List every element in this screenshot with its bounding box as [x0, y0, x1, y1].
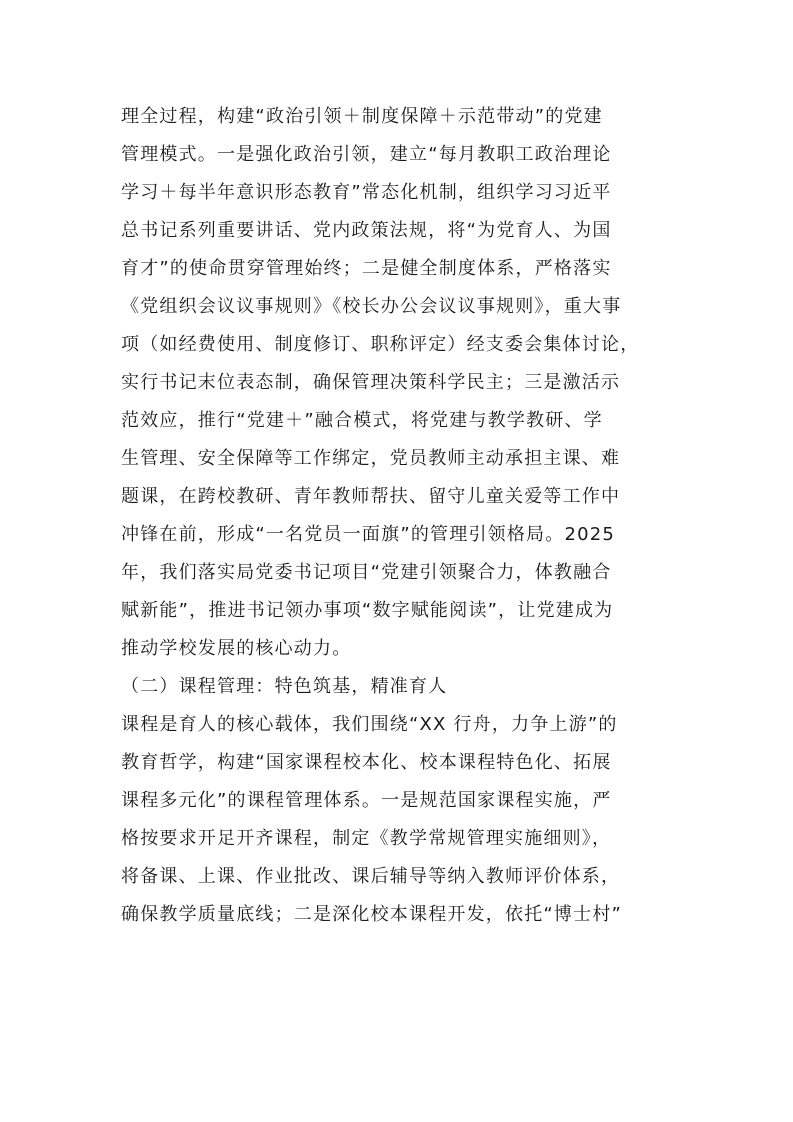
text-line: 赋新能”，推进书记领办事项“数字赋能阅读”，让党建成为	[121, 600, 614, 621]
text-line: 年，我们落实局党委书记项目“党建引领聚合力，体教融合	[121, 562, 612, 583]
text-line: 项（如经费使用、制度修订、职称评定）经支委会集体讨论，	[121, 334, 640, 355]
text-line: 冲锋在前，形成“一名党员一面旗”的管理引领格局。2025	[121, 524, 616, 545]
text-line: 学习＋每半年意识形态教育”常态化机制，组织学习习近平	[121, 182, 612, 203]
text-line: 管理模式。一是强化政治引领，建立“每月教职工政治理论	[121, 144, 612, 165]
text-line: 《党组织会议议事规则》《校长办公会议议事规则》，重大事	[121, 296, 622, 317]
text-line: 总书记系列重要讲话、党内政策法规，将“为党育人、为国	[121, 220, 612, 241]
text-line: 推动学校发展的核心动力。	[121, 638, 352, 659]
text-line: 育才”的使命贯穿管理始终；二是健全制度体系，严格落实	[121, 258, 612, 279]
text-line: 格按要求开足开齐课程，制定《教学常规管理实施细则》，	[121, 828, 612, 849]
text-line: 课程多元化”的课程管理体系。一是规范国家课程实施，严	[121, 790, 612, 811]
text-line: 理全过程，构建“政治引领＋制度保障＋示范带动”的党建	[121, 106, 603, 127]
text-line: 题课，在跨校教研、青年教师帮扶、留守儿童关爱等工作中	[121, 486, 621, 507]
text-line: 生管理、安全保障等工作绑定，党员教师主动承担主课、难	[121, 448, 621, 469]
text-line: 教育哲学，构建“国家课程校本化、校本课程特色化、拓展	[121, 752, 612, 773]
section-heading: （二）课程管理：特色筑基，精准育人	[121, 676, 448, 697]
body-text	[121, 98, 681, 934]
text-line: 将备课、上课、作业批改、课后辅导等纳入教师评价体系，	[121, 866, 621, 887]
text-line: 范效应，推行“党建＋”融合模式，将党建与教学教研、学	[121, 410, 603, 431]
text-line: 确保教学质量底线；二是深化校本课程开发，依托“博士村”	[121, 904, 623, 925]
text-line: 课程是育人的核心载体，我们围绕“XX 行舟，力争上游”的	[121, 714, 618, 735]
text-line: 实行书记末位表态制，确保管理决策科学民主；三是激活示	[121, 372, 621, 393]
